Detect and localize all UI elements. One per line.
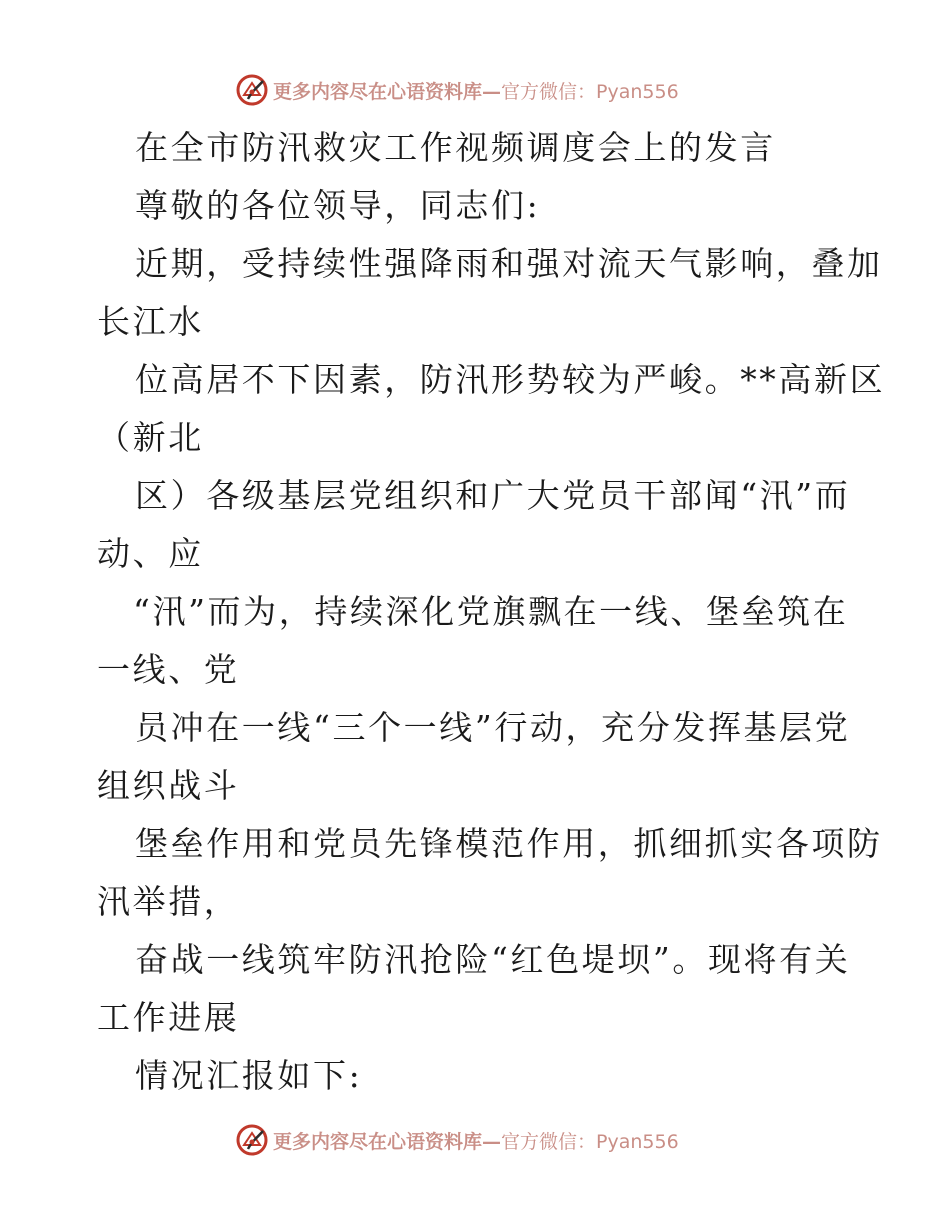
paragraph-line: 位高居不下因素，防汛形势较为严峻。**高新区: [135, 360, 886, 399]
watermark-contact: 官方微信：Pyan556: [501, 1130, 679, 1153]
paragraph-line: 组织战斗: [97, 766, 240, 805]
document-title: 在全市防汛救灾工作视频调度会上的发言: [135, 128, 776, 167]
paragraph-line: 奋战一线筑牢防汛抢险“红色堤坝”。现将有关: [135, 940, 851, 979]
paragraph-line: 堡垒作用和党员先锋模范作用，抓细抓实各项防: [135, 824, 883, 863]
watermark-footer: [235, 1122, 679, 1158]
salutation: 尊敬的各位领导，同志们:: [135, 186, 541, 225]
paragraph-line: 汛举措，: [97, 882, 240, 921]
paragraph-line: 工作进展: [97, 998, 240, 1037]
paragraph-line: 动、应: [97, 534, 204, 573]
paragraph-line: 情况汇报如下:: [135, 1056, 363, 1095]
paragraph-line: （新北: [97, 418, 204, 457]
paragraph-line: 近期，受持续性强降雨和强对流天气影响，叠加: [135, 244, 883, 283]
brand-logo-icon: [235, 73, 269, 107]
paragraph-line: 员冲在一线“三个一线”行动，充分发挥基层党: [135, 708, 851, 747]
watermark-text: 更多内容尽在心语资料库—: [273, 1130, 502, 1153]
watermark-text: 更多内容尽在心语资料库—: [273, 80, 502, 103]
paragraph-line: “汛”而为，持续深化党旗飘在一线、堡垒筑在: [133, 592, 849, 631]
watermark-header: [235, 72, 679, 108]
paragraph-line: 一线、党: [97, 650, 240, 689]
brand-logo-icon: [235, 1123, 269, 1157]
paragraph-line: 长江水: [97, 302, 204, 341]
watermark-contact: 官方微信：Pyan556: [501, 80, 679, 103]
paragraph-line: 区）各级基层党组织和广大党员干部闻“汛”而: [135, 476, 851, 515]
